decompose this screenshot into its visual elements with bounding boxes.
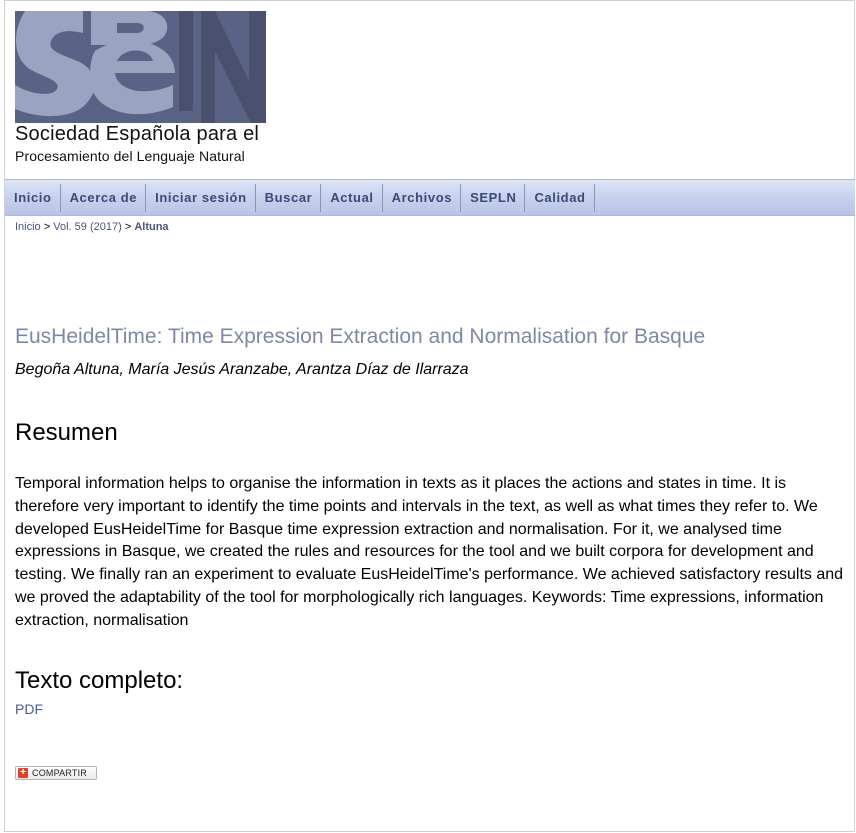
main-navbar xyxy=(5,179,855,216)
breadcrumb-separator: > xyxy=(43,221,51,233)
logo-title-line2: Procesamiento del Lenguaje Natural xyxy=(15,148,245,164)
breadcrumb-separator: > xyxy=(124,221,132,233)
pdf-link[interactable]: PDF xyxy=(15,701,43,717)
breadcrumb-home-link[interactable]: Inicio xyxy=(15,221,41,233)
nav-item-sepln[interactable]: SEPLN xyxy=(461,184,525,212)
breadcrumb-volume-link[interactable]: Vol. 59 (2017) xyxy=(53,221,122,233)
logo-graphic xyxy=(15,11,266,123)
logo-title-line1: Sociedad Española para el xyxy=(15,123,260,145)
nav-item-acerca-de[interactable]: Acerca de xyxy=(61,184,147,212)
nav-item-iniciar-sesion[interactable]: Iniciar sesión xyxy=(146,184,256,212)
nav-item-buscar[interactable]: Buscar xyxy=(256,184,322,212)
abstract-text: Temporal information helps to organise the information in texts as it places the actions and states in time. It is therefore very important to identify the time points and intervals in the text, as well as what times they refer to. We developed EusHeidelTime for Basque time expression extraction and normalisation. For it, we analysed time expressions in Basque, we created the rules and resources for the tool and we built corpora for development and testing. We finally ran an experiment to evaluate EusHeidelTime's performance. We achieved satisfactory results and we proved the adaptability of the tool for morphologically rich languages. Keywords: Time expressions, information extraction, normalisation xyxy=(15,475,844,629)
fulltext-heading: Texto completo: xyxy=(15,667,184,694)
nav-item-archivos[interactable]: Archivos xyxy=(383,184,461,212)
abstract-heading: Resumen xyxy=(15,419,118,446)
nav-item-calidad[interactable]: Calidad xyxy=(525,184,594,212)
sepln-logo[interactable] xyxy=(15,11,266,163)
nav-item-actual[interactable]: Actual xyxy=(321,184,382,212)
share-button-label: COMPARTIR xyxy=(32,768,87,778)
article-title: EusHeidelTime: Time Expression Extraction and Normalisation for Basque xyxy=(15,325,706,348)
breadcrumb-current-link[interactable]: Altuna xyxy=(134,221,169,233)
article-authors: Begoña Altuna, María Jesús Aranzabe, Arantza Díaz de Ilarraza xyxy=(15,361,469,378)
share-button[interactable] xyxy=(15,766,97,780)
nav-item-inicio[interactable]: Inicio xyxy=(5,184,61,212)
plus-icon: + xyxy=(18,768,28,778)
breadcrumb xyxy=(15,221,169,233)
